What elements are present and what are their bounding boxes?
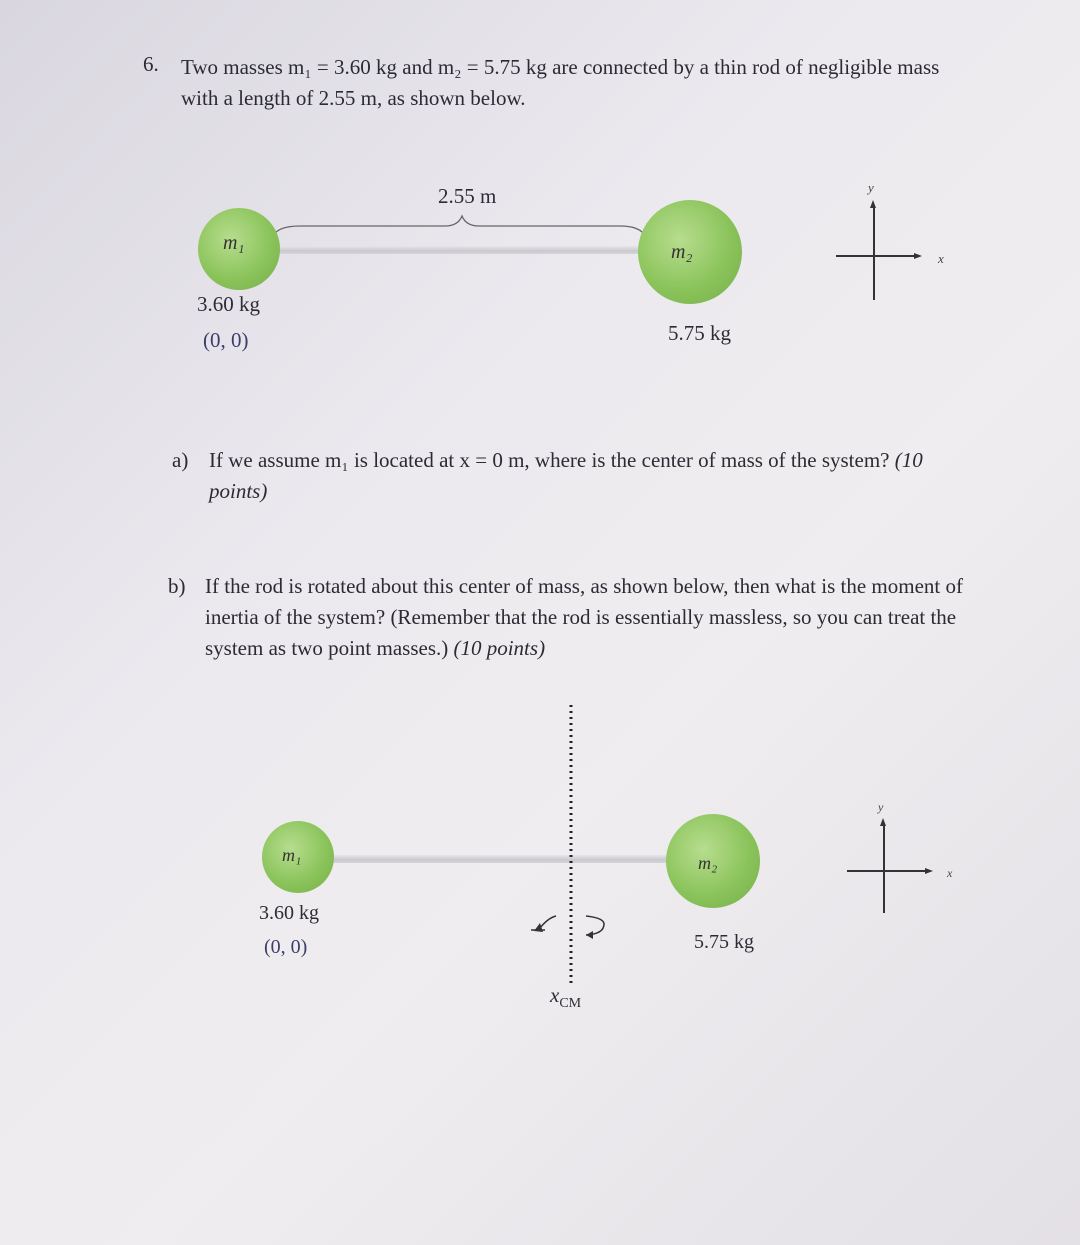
m2-mass: 5.75 kg	[668, 321, 731, 345]
m1-symbol-2: m₁	[282, 845, 302, 865]
part-a-points: (10 points)	[209, 448, 923, 503]
m1-symbol: m₁	[223, 232, 245, 254]
m2-symbol-2: m₂	[698, 853, 718, 873]
x-axis-label-2: x	[947, 866, 953, 880]
y-axis-label-2: y	[878, 800, 884, 814]
m2-symbol: m₂	[671, 241, 693, 263]
m2-mass-2: 5.75 kg	[694, 931, 754, 953]
m1-position: (0, 0)	[203, 328, 249, 352]
question-text: Two masses m₁ = 3.60 kg and m₂ = 5.75 kg are connected by a thin rod of negligible mass with a length of 2.55 m, as shown below.	[181, 55, 940, 110]
part-a-text: If we assume m₁ is located at x = 0 m, where is the center of mass of the system?	[209, 448, 890, 472]
rod-length-label: 2.55 m	[438, 184, 497, 208]
x-axis-label-1: x	[938, 251, 944, 266]
m1-position-2: (0, 0)	[264, 936, 308, 958]
part-b-points: (10 points)	[453, 636, 546, 660]
m1-mass: 3.60 kg	[197, 292, 260, 316]
y-axis-label-1: y	[868, 180, 874, 195]
part-a-label: a)	[172, 448, 189, 472]
part-b-label: b)	[168, 574, 186, 598]
m1-mass-2: 3.60 kg	[259, 902, 319, 924]
xcm-x: x	[550, 983, 560, 1007]
question-number: 6.	[143, 52, 159, 76]
part-b-text: If the rod is rotated about this center of mass, as shown below, then what is the moment of inertia of the system? (Remember that the rod is essentially massless, so you can treat the system as two point masses.)	[205, 574, 963, 660]
xcm-sub: CM	[559, 996, 582, 1012]
